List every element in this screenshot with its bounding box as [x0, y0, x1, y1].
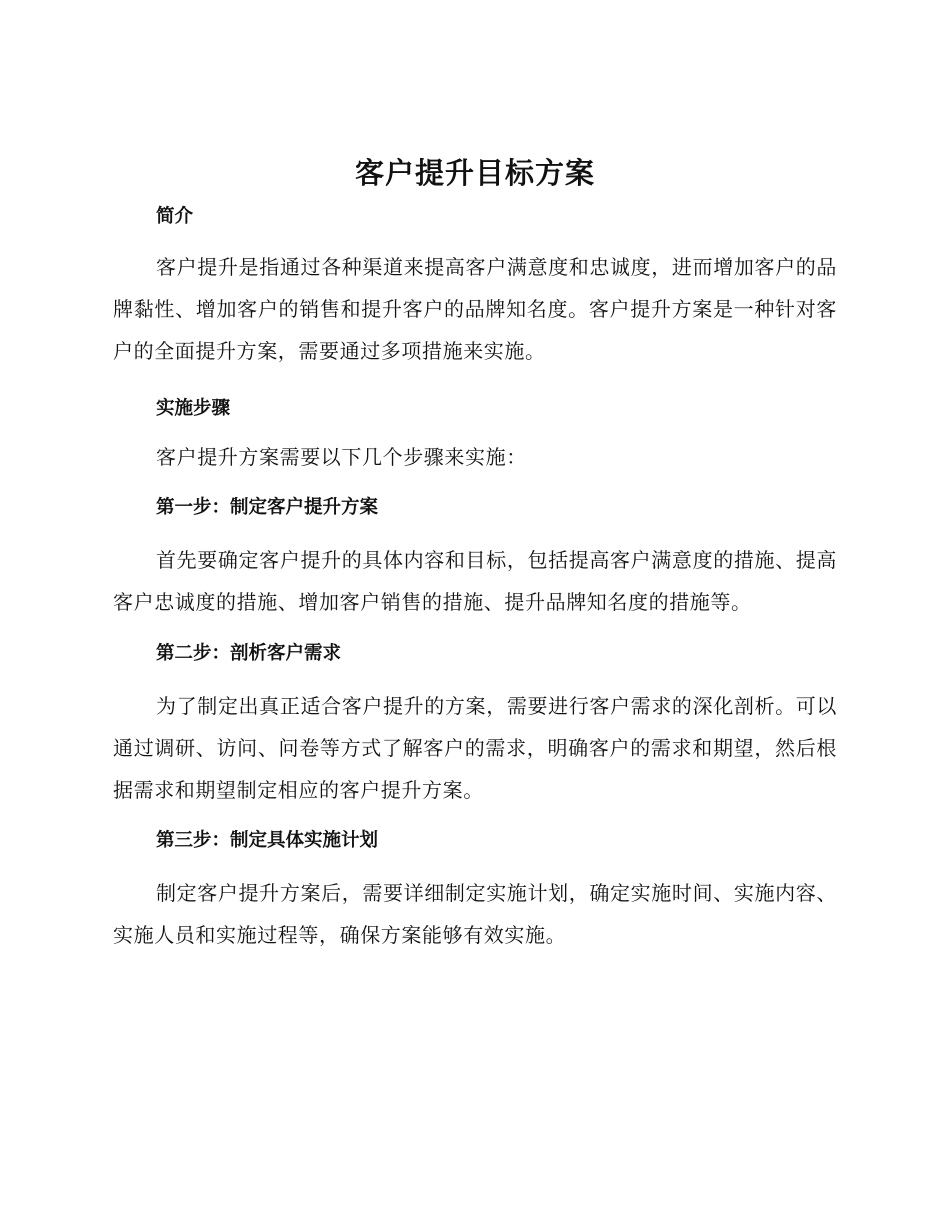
section-paragraph-step-3: 制定客户提升方案后，需要详细制定实施计划，确定实施时间、实施内容、实施人员和实施过程等，确保方案能够有效实施。: [113, 881, 837, 947]
section-paragraph-step-2: 为了制定出真正适合客户提升的方案，需要进行客户需求的深化剖析。可以通过调研、访问、问卷等方式了解客户的需求，明确客户的需求和期望，然后根据需求和期望制定相应的客户提升方案。: [113, 694, 837, 802]
section-paragraph-step-1: 首先要确定客户提升的具体内容和目标，包括提高客户满意度的措施、提高客户忠诚度的措施、增加客户销售的措施、提升品牌知名度的措施等。: [113, 548, 837, 614]
document-title: 客户提升目标方案: [354, 156, 595, 190]
section-heading-step-3: 第三步：制定具体实施计划: [156, 830, 379, 851]
section-paragraph-implementation-steps: 客户提升方案需要以下几个步骤来实施：: [156, 445, 527, 469]
section-heading-implementation-steps: 实施步骤: [156, 398, 231, 419]
section-heading-step-2: 第二步：剖析客户需求: [156, 643, 342, 664]
section-heading-step-1: 第一步：制定客户提升方案: [156, 497, 379, 518]
section-paragraph-intro: 客户提升是指通过各种渠道来提高客户满意度和忠诚度，进而增加客户的品牌黏性、增加客户的销售和提升客户的品牌知名度。客户提升方案是一种针对客户的全面提升方案，需要通过多项措施来实施。: [113, 255, 837, 363]
section-heading-intro: 简介: [156, 206, 194, 227]
